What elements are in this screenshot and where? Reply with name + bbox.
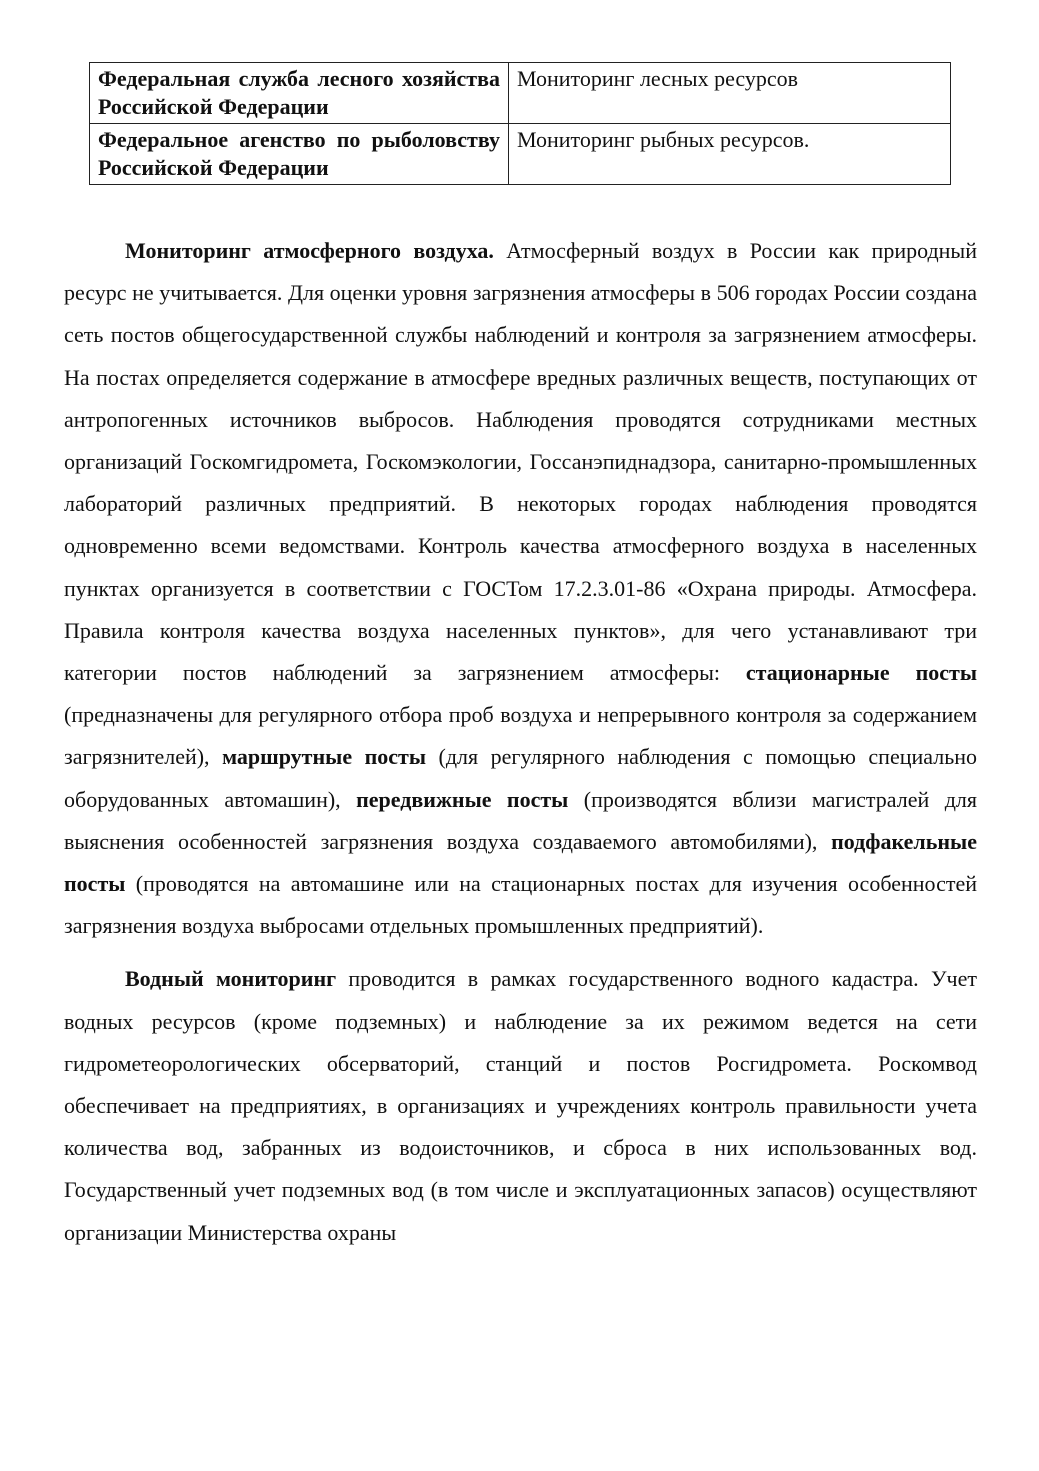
paragraph-text: (производятся вблизи магистралей для выяснения особенностей загрязнения воздуха создаваемого автомобилями), bbox=[64, 786, 977, 854]
term-route-posts: маршрутные посты bbox=[222, 744, 427, 770]
agency-name-cell: Федеральное агенство по рыболовству Российской Федерации bbox=[90, 124, 509, 185]
water-monitoring-heading: Водный мониторинг bbox=[125, 966, 337, 992]
paragraph-text: (предназначены для регулярного отбора проб воздуха и непрерывного контроля за содержанием загрязнителей), bbox=[64, 702, 977, 770]
agencies-table bbox=[89, 62, 951, 185]
table-row bbox=[90, 63, 951, 124]
paragraph-text: (проводятся на автомашине или на стационарных постах для изучения особенностей загрязнения воздуха выбросами отдельных промышленных предприятий). bbox=[64, 871, 977, 939]
monitoring-type-cell: Мониторинг лесных ресурсов bbox=[509, 63, 951, 124]
paragraph-text: Атмосферный воздух в России как природный ресурс не учитывается. Для оценки уровня загрязнения атмосферы в 506 городах России создана сеть постов общегосударственной службы наблюдений и контроля за загрязнением атмосферы. На постах определяется содержание в атмосфере вредных различных веществ, поступающих от антропогенных источников выбросов. Наблюдения проводятся сотрудниками местных организаций Госкомгидромета, Госкомэкологии, Госсанэпиднадзора, санитарно-промышленных лабораторий различных предприятий. В некоторых городах наблюдения проводятся одновременно всеми ведомствами. Контроль качества атмосферного воздуха в населенных пунктах организуется в соответствии с ГОСТом 17.2.3.01-86 «Охрана природы. Атмосфера. Правила контроля качества воздуха населенных пунктов», для чего устанавливают три категории постов наблюдений за загрязнением атмосферы: bbox=[64, 238, 977, 686]
term-mobile-posts: передвижные посты bbox=[356, 786, 569, 812]
term-stationary-posts: стационарные посты bbox=[745, 660, 977, 686]
water-monitoring-paragraph bbox=[64, 958, 977, 1253]
agency-name-cell: Федеральная служба лесного хозяйства Российской Федерации bbox=[90, 63, 509, 124]
monitoring-type-cell: Мониторинг рыбных ресурсов. bbox=[509, 124, 951, 185]
paragraph-text: (для регулярного наблюдения с помощью специально оборудованных автомашин), bbox=[64, 744, 978, 812]
air-monitoring-paragraph bbox=[64, 230, 977, 947]
document-body bbox=[64, 230, 977, 1254]
air-monitoring-heading: Мониторинг атмосферного воздуха. bbox=[125, 238, 494, 263]
term-plume-posts: подфакельные посты bbox=[64, 828, 977, 897]
paragraph-text: проводится в рамках государственного водного кадастра. Учет водных ресурсов (кроме подземных) и наблюдение за их режимом ведется на сети гидрометеорологических обсерваторий, станций и постов Росгидромета. Роскомвод обеспечивает на предприятиях, в организациях и учреждениях контроль правильности учета количества вод, забранных из водоисточников, и сброса в них использованных вод. Государственный учет подземных вод (в том числе и эксплуатационных запасов) осуществляют организации Министерства охраны bbox=[64, 966, 977, 1245]
table-row bbox=[90, 124, 951, 185]
